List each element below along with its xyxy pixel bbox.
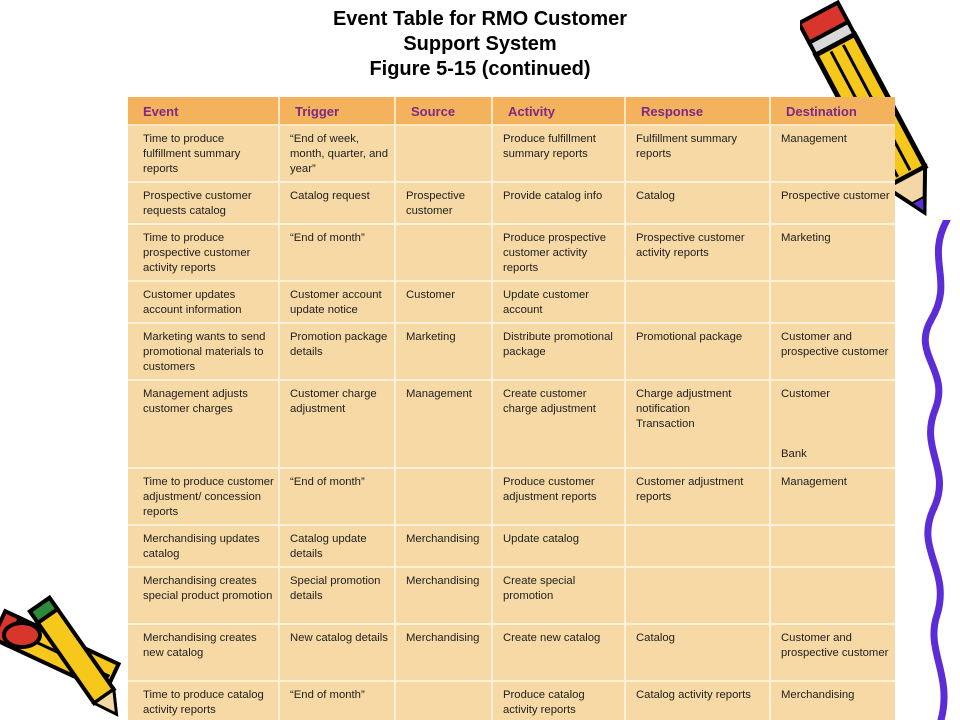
- cell-source: Merchandising: [395, 525, 492, 567]
- cell-response: Customer adjustment reports: [625, 468, 770, 525]
- cell-activity: Produce fulfillment summary reports: [492, 125, 625, 182]
- cell-source: Customer: [395, 281, 492, 323]
- cell-destination: [770, 567, 895, 624]
- event-table: [128, 97, 895, 720]
- cell-response: [625, 525, 770, 567]
- table-row: [128, 624, 895, 681]
- cell-trigger: Catalog request: [279, 182, 395, 224]
- slide-title: [230, 7, 730, 82]
- cell-event: Marketing wants to send promotional materials to customers: [128, 323, 279, 380]
- cell-trigger: “End of month”: [279, 224, 395, 281]
- cell-activity: Produce catalog activity reports: [492, 681, 625, 720]
- cell-response: Prospective customer activity reports: [625, 224, 770, 281]
- cell-activity: Update customer account: [492, 281, 625, 323]
- cell-activity: Create special promotion: [492, 567, 625, 624]
- cell-trigger: “End of week, month, quarter, and year”: [279, 125, 395, 182]
- cell-event: Prospective customer requests catalog: [128, 182, 279, 224]
- cell-source: Merchandising: [395, 567, 492, 624]
- cell-response: Catalog: [625, 182, 770, 224]
- cell-event: Management adjusts customer charges: [128, 380, 279, 468]
- title-line-1: Event Table for RMO Customer: [332, 8, 628, 30]
- cell-trigger: Customer account update notice: [279, 281, 395, 323]
- cell-trigger: “End of month”: [279, 468, 395, 525]
- column-header-event: Event: [128, 97, 279, 125]
- title-line-2: Support System: [403, 33, 557, 55]
- cell-source: [395, 468, 492, 525]
- cell-activity: Provide catalog info: [492, 182, 625, 224]
- table-row: [128, 182, 895, 224]
- cell-activity: Produce customer adjustment reports: [492, 468, 625, 525]
- column-header-activity: Activity: [492, 97, 625, 125]
- title-line-3: Figure 5-15 (continued): [369, 58, 591, 80]
- cell-activity: Distribute promotional package: [492, 323, 625, 380]
- table-row: [128, 567, 895, 624]
- column-header-trigger: Trigger: [279, 97, 395, 125]
- cell-trigger: Catalog update details: [279, 525, 395, 567]
- table-row: [128, 281, 895, 323]
- destination-line-1: Customer: [781, 388, 830, 400]
- cell-trigger: “End of month”: [279, 681, 395, 720]
- cell-activity: Update catalog: [492, 525, 625, 567]
- table-row: [128, 468, 895, 525]
- table-header-row: [128, 97, 895, 125]
- cell-response: Promotional package: [625, 323, 770, 380]
- column-header-destination: Destination: [770, 97, 895, 125]
- event-table-container: [128, 97, 895, 720]
- cell-response: Catalog: [625, 624, 770, 681]
- cell-response: [625, 281, 770, 323]
- cell-destination: Customer and prospective customer: [770, 624, 895, 681]
- cell-event: Merchandising creates new catalog: [128, 624, 279, 681]
- cell-trigger: Promotion package details: [279, 323, 395, 380]
- cell-destination: Customer and prospective customer: [770, 323, 895, 380]
- cell-source: Merchandising: [395, 624, 492, 681]
- cell-response: Catalog activity reports: [625, 681, 770, 720]
- cell-event: Customer updates account information: [128, 281, 279, 323]
- cell-trigger: New catalog details: [279, 624, 395, 681]
- column-header-response: Response: [625, 97, 770, 125]
- squiggle-line-icon: [895, 220, 960, 720]
- cell-response: Fulfillment summary reports: [625, 125, 770, 182]
- spacer: [781, 402, 891, 417]
- table-row: [128, 681, 895, 720]
- cell-event: Merchandising creates special product promotion: [128, 567, 279, 624]
- cell-destination: Management: [770, 125, 895, 182]
- cell-source: Marketing: [395, 323, 492, 380]
- column-header-source: Source: [395, 97, 492, 125]
- cell-destination: [770, 380, 895, 468]
- cell-source: Prospective customer: [395, 182, 492, 224]
- cell-trigger: Special promotion details: [279, 567, 395, 624]
- cell-activity: Create customer charge adjustment: [492, 380, 625, 468]
- cell-event: Time to produce customer adjustment/ concession reports: [128, 468, 279, 525]
- cell-destination: Marketing: [770, 224, 895, 281]
- cell-event: Time to produce prospective customer activity reports: [128, 224, 279, 281]
- cell-destination: Prospective customer: [770, 182, 895, 224]
- cell-activity: Produce prospective customer activity reports: [492, 224, 625, 281]
- cell-event: Merchandising updates catalog: [128, 525, 279, 567]
- table-row: [128, 125, 895, 182]
- cell-source: [395, 125, 492, 182]
- cell-destination: Merchandising: [770, 681, 895, 720]
- response-line-2: Transaction: [636, 418, 695, 430]
- table-row: [128, 224, 895, 281]
- cell-destination: [770, 281, 895, 323]
- response-line-1: Charge adjustment notification: [636, 388, 732, 415]
- destination-line-2: Bank: [781, 448, 807, 460]
- cell-response: [625, 380, 770, 468]
- cell-source: [395, 224, 492, 281]
- table-row: [128, 323, 895, 380]
- cell-source: Management: [395, 380, 492, 468]
- cell-destination: [770, 525, 895, 567]
- cell-source: [395, 681, 492, 720]
- cell-event: Time to produce fulfillment summary reports: [128, 125, 279, 182]
- table-row: [128, 380, 895, 468]
- table-row: [128, 525, 895, 567]
- spacer: [781, 432, 891, 447]
- cell-destination: Management: [770, 468, 895, 525]
- cell-event: Time to produce catalog activity reports: [128, 681, 279, 720]
- cell-trigger: Customer charge adjustment: [279, 380, 395, 468]
- cell-response: [625, 567, 770, 624]
- pencil-clipart-icon: [0, 575, 130, 720]
- spacer: [781, 417, 891, 432]
- cell-activity: Create new catalog: [492, 624, 625, 681]
